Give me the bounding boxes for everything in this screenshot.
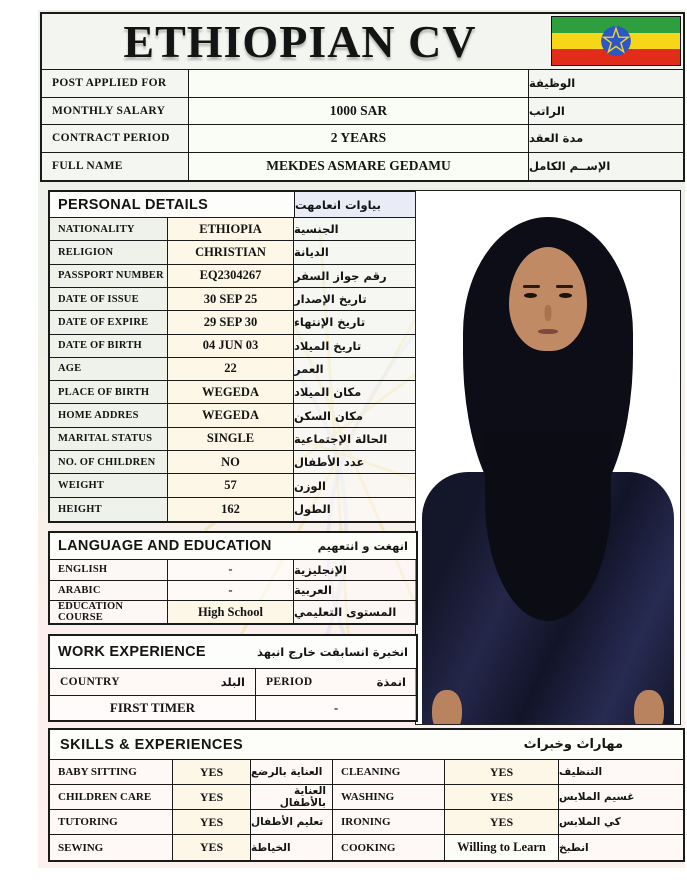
table-row (50, 581, 416, 602)
ethiopian-flag (551, 16, 681, 66)
country-value: FIRST TIMER (50, 696, 255, 720)
field-value: 30 SEP 25 (167, 288, 294, 310)
page-title: ETHIOPIAN CV (123, 16, 477, 67)
skill-label-arabic: انطبخ (558, 835, 683, 860)
field-label-arabic: مكان السكن (294, 404, 416, 426)
field-value (188, 70, 529, 97)
field-value: 29 SEP 30 (167, 311, 294, 333)
skill-label-arabic: غسيم الملابس (558, 785, 683, 809)
field-label-arabic: تاريخ الإنتهاء (294, 311, 416, 333)
field-label: EDUCATION COURSE (50, 601, 167, 623)
section-title: WORK EXPERIENCE (58, 644, 206, 660)
field-label: DATE OF BIRTH (50, 335, 167, 357)
field-value: 04 JUN 03 (167, 335, 294, 357)
field-value: - (167, 560, 294, 580)
field-label: AGE (50, 358, 167, 380)
skill-value: YES (172, 785, 250, 809)
table-row (50, 358, 416, 381)
field-label: PLACE OF BIRTH (50, 381, 167, 403)
section-title: SKILLS & EXPERIENCES (60, 736, 244, 753)
field-label-arabic: الجنسية (294, 218, 416, 240)
photo-face-detail (556, 285, 573, 288)
flag-star-emblem (598, 23, 634, 59)
field-label-arabic: العربية (294, 581, 416, 601)
column-label: PERIOD (266, 676, 313, 688)
column-label-arabic: انمذة (376, 675, 406, 689)
skill-label: BABY SITTING (50, 760, 172, 784)
language-education-table (48, 531, 418, 625)
top-info-table (42, 70, 683, 180)
field-label-arabic: الراتب (529, 98, 683, 125)
skill-label: COOKING (332, 835, 444, 860)
field-label: POST APPLIED FOR (42, 70, 188, 97)
field-label-arabic: رقم جواز السفر (294, 265, 416, 287)
period-column-header (255, 669, 416, 695)
section-header (50, 192, 416, 218)
field-value: 57 (167, 474, 294, 496)
section-title-arabic: انخبرة انسابقت خارج انبهذ (257, 645, 408, 659)
skill-value: Willing to Learn (444, 835, 558, 860)
field-label: ARABIC (50, 581, 167, 601)
field-label-arabic: الإســم الكامل (529, 153, 683, 181)
skill-value: YES (172, 835, 250, 860)
title-row (42, 14, 683, 70)
field-label-arabic: الحالة الإجتماعية (294, 428, 416, 450)
section-title-arabic: مهاراث وخبراث (523, 737, 623, 752)
skill-label-arabic: العناية بالرضع (250, 760, 332, 784)
skill-label: CHILDREN CARE (50, 785, 172, 809)
field-label: MARITAL STATUS (50, 428, 167, 450)
field-value: WEGEDA (167, 404, 294, 426)
skill-label-arabic: التنظيف (558, 760, 683, 784)
section-title-arabic: بياوات انعامهت (294, 192, 416, 217)
field-label: WEIGHT (50, 474, 167, 496)
table-row (50, 474, 416, 497)
section-title-arabic: انهغت و انتعهيم (317, 539, 408, 553)
table-row (42, 125, 683, 153)
section-title: PERSONAL DETAILS (50, 192, 294, 217)
field-label: RELIGION (50, 241, 167, 263)
table-row (50, 404, 416, 427)
photo-figure-hand (634, 690, 664, 725)
field-value: WEGEDA (167, 381, 294, 403)
skill-label-arabic: العناية بالأطفال (250, 785, 332, 809)
table-row (50, 810, 683, 835)
work-experience-table (48, 634, 418, 722)
photo-figure-hand (432, 690, 462, 725)
section-title: LANGUAGE AND EDUCATION (58, 538, 272, 554)
table-row (50, 428, 416, 451)
skill-value: YES (444, 810, 558, 834)
field-value: - (167, 581, 294, 601)
table-row (42, 70, 683, 98)
table-row (50, 696, 416, 720)
applicant-photo (415, 190, 681, 725)
table-row (50, 381, 416, 404)
table-row (50, 335, 416, 358)
field-label: DATE OF EXPIRE (50, 311, 167, 333)
photo-face-detail (523, 285, 540, 288)
column-label: COUNTRY (60, 676, 120, 688)
column-headers (50, 669, 416, 696)
field-label-arabic: المستوى التعليمي (294, 601, 416, 623)
table-row (50, 601, 416, 623)
field-label-arabic: تاريخ الإصدار (294, 288, 416, 310)
photo-figure-face (509, 247, 587, 351)
section-header (50, 730, 683, 760)
column-label-arabic: البلد (220, 675, 245, 689)
photo-face-detail (538, 329, 558, 334)
field-label-arabic: عدد الأطفال (294, 451, 416, 473)
table-row (50, 241, 416, 264)
table-row (42, 98, 683, 126)
field-label: NO. OF CHILDREN (50, 451, 167, 473)
field-label-arabic: الطول (294, 498, 416, 521)
table-row (42, 153, 683, 181)
photo-face-detail (559, 293, 572, 298)
field-label-arabic: الوظيفة (529, 70, 683, 97)
field-label-arabic: الإنجليزية (294, 560, 416, 580)
field-label: CONTRACT PERIOD (42, 125, 188, 152)
field-value: ETHIOPIA (167, 218, 294, 240)
photo-face-detail (545, 305, 552, 321)
table-row (50, 498, 416, 521)
skill-label-arabic: الخياطة (250, 835, 332, 860)
field-label: NATIONALITY (50, 218, 167, 240)
field-value: MEKDES ASMARE GEDAMU (188, 153, 529, 181)
field-value: 162 (167, 498, 294, 521)
field-label: HOME ADDRES (50, 404, 167, 426)
skill-label: TUTORING (50, 810, 172, 834)
skill-label: SEWING (50, 835, 172, 860)
skill-label: WASHING (332, 785, 444, 809)
field-value: High School (167, 601, 294, 623)
country-column-header (50, 669, 255, 695)
field-value: CHRISTIAN (167, 241, 294, 263)
skill-value: YES (444, 785, 558, 809)
field-label: PASSPORT NUMBER (50, 265, 167, 287)
table-row (50, 560, 416, 581)
table-row (50, 288, 416, 311)
field-label-arabic: العمر (294, 358, 416, 380)
field-label-arabic: مكان الميلاد (294, 381, 416, 403)
skill-value: YES (444, 760, 558, 784)
field-label-arabic: تاريخ الميلاد (294, 335, 416, 357)
table-row (50, 311, 416, 334)
field-value: 22 (167, 358, 294, 380)
skill-label-arabic: كي الملابس (558, 810, 683, 834)
skills-table (48, 728, 685, 862)
field-value: 1000 SAR (188, 98, 529, 125)
table-row (50, 265, 416, 288)
field-label-arabic: الوزن (294, 474, 416, 496)
table-row (50, 785, 683, 810)
field-label: FULL NAME (42, 153, 188, 181)
table-row (50, 835, 683, 860)
skill-label-arabic: تعليم الأطفال (250, 810, 332, 834)
section-header (50, 636, 416, 669)
skill-label: CLEANING (332, 760, 444, 784)
field-label: DATE OF ISSUE (50, 288, 167, 310)
period-value: - (255, 696, 416, 720)
field-label: HEIGHT (50, 498, 167, 521)
field-value: NO (167, 451, 294, 473)
skill-value: YES (172, 760, 250, 784)
skill-value: YES (172, 810, 250, 834)
table-row (50, 218, 416, 241)
field-label: MONTHLY SALARY (42, 98, 188, 125)
skill-label: IRONING (332, 810, 444, 834)
header-block (40, 12, 685, 182)
personal-details-table (48, 190, 418, 523)
photo-face-detail (524, 293, 537, 298)
section-header (50, 533, 416, 560)
field-label-arabic: الديانة (294, 241, 416, 263)
field-value: SINGLE (167, 428, 294, 450)
table-row (50, 451, 416, 474)
field-value: 2 YEARS (188, 125, 529, 152)
table-row (50, 760, 683, 785)
field-label: ENGLISH (50, 560, 167, 580)
field-value: EQ2304267 (167, 265, 294, 287)
field-label-arabic: مدة العقد (529, 125, 683, 152)
